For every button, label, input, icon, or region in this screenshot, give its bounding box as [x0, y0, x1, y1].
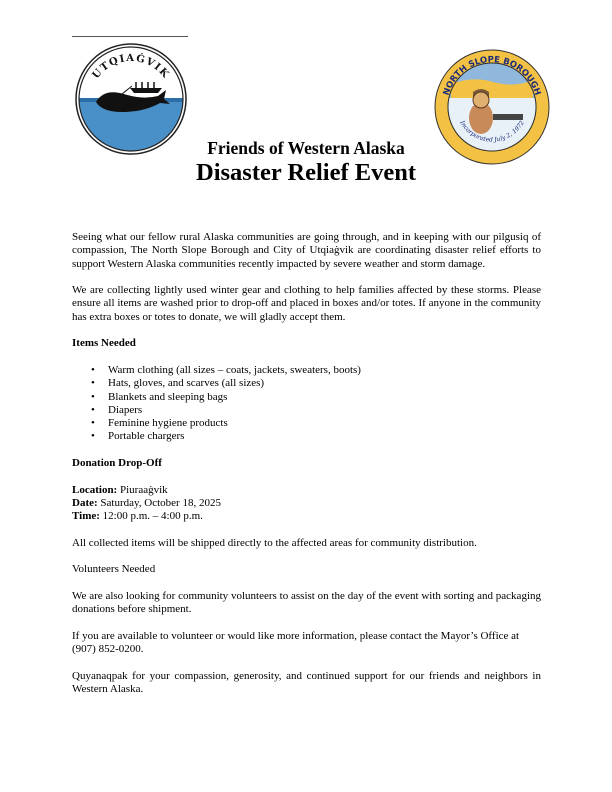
date-label: Date: [72, 496, 98, 509]
items-needed-list [72, 364, 541, 444]
closing-paragraph: Quyanaqpak for your compassion, generosity, and continued support for our friends and neighbors in Western Alaska. [72, 669, 541, 696]
volunteers-paragraph: We are also looking for community volunteers to assist on the day of the event with sorting and packaging donations before shipment. [72, 590, 541, 616]
shipping-note: All collected items will be shipped directly to the affected areas for community distribution. [72, 536, 477, 549]
list-item: • Feminine hygiene products [108, 417, 541, 430]
items-needed-heading: Items Needed [72, 337, 136, 350]
event-title: Disaster Relief Event [196, 159, 416, 186]
volunteers-heading: Volunteers Needed [72, 563, 156, 576]
north-slope-borough-seal-text: NORTH SLOPE BOROUGH [441, 54, 543, 97]
contact-paragraph: If you are available to volunteer or would like more information, please contact the Mayor’s Office at (907) 852-0200. [72, 629, 520, 656]
list-item: • Blankets and sleeping bags [108, 391, 541, 404]
list-item: • Warm clothing (all sizes – coats, jackets, sweaters, boots) [108, 364, 541, 377]
document-body [72, 231, 541, 710]
time-label: Time: [72, 510, 100, 523]
time-value: 12:00 p.m. – 4:00 p.m. [99, 510, 203, 523]
event-subtitle: Friends of Western Alaska [207, 138, 405, 158]
collecting-paragraph: We are collecting lightly used winter gear and clothing to help families affected by these storms. Please ensure all items are washed prior to drop-off and placed in boxes and/or totes. If anyone in the community has extra boxes or totes to donate, we will gladly accept them. [72, 284, 541, 323]
utqiagvik-seal-text: UTQIAĠVIK [90, 53, 172, 82]
date-value: Saturday, October 18, 2025 [97, 496, 221, 509]
location-value: Piuraaġvik [117, 483, 168, 496]
header-rule [72, 36, 188, 37]
north-slope-borough-incorporated-text: Incorporated July 2, 1972 [458, 119, 526, 144]
list-item: • Hats, gloves, and scarves (all sizes) [108, 377, 541, 390]
list-item: • Portable chargers [108, 430, 541, 443]
location-label: Location: [72, 483, 118, 496]
list-item: • Diapers [108, 404, 541, 417]
donation-dropoff-heading: Donation Drop-Off [72, 457, 162, 470]
intro-paragraph: Seeing what our fellow rural Alaska communities are going through, and in keeping with our pilgusiq of compassion, The North Slope Borough and City of Utqiaġvik are coordinating disaster relief efforts to support Western Alaska communities recently impacted by severe weather and storm damage. [72, 231, 541, 270]
dropoff-details [72, 484, 541, 524]
